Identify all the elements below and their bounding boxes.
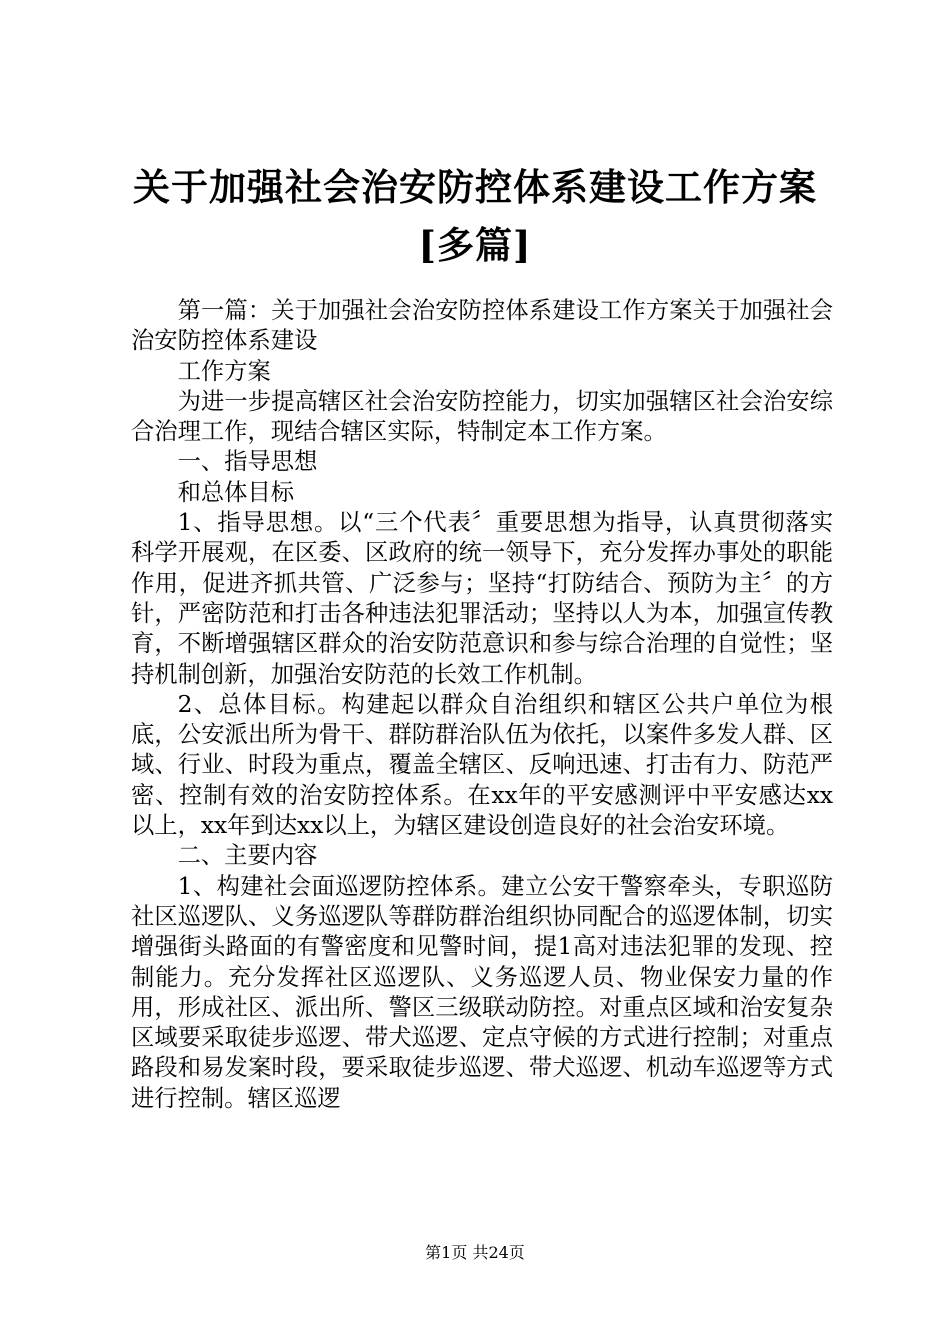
paragraph: 第一篇：关于加强社会治安防控体系建设工作方案关于加强社会治安防控体系建设 [131,297,833,355]
section-heading: 一、指导思想 [177,448,318,476]
paragraph: 和总体目标 [177,478,295,506]
paragraph: 1、指导思想。以“三个代表〞重要思想为指导，认真贯彻落实科学开展观，在区委、区政府的统一领导下，充分发挥办事处的职能作用，促进齐抓共管、广泛参与；坚持“打防结合、预防为主〞的方针，严密防范和打击各种违法犯罪活动；坚持以人为本，加强宣传教育，不断增强辖区群众的治安防范意识和参与综合治理的自觉性；坚持机制创新，加强治安防范的长效工作机制。 [131,509,833,688]
paragraph: 为进一步提高辖区社会治安防控能力，切实加强辖区社会治安综合治理工作，现结合辖区实际，特制定本工作方案。 [131,387,833,446]
paragraph: 2、总体目标。构建起以群众自治组织和辖区公共户单位为根底，公安派出所为骨干、群防群治队伍为依托，以案件多发人群、区域、行业、时段为重点，覆盖全辖区、反响迅速、打击有力、防范严密、控制有效的治安防控体系。在xx年的平安感测评中平安感达xx以上，xx年到达xx以上，为辖区建设创造良好的社会治安环境。 [131,690,833,840]
section-heading: 二、主要内容 [177,842,318,870]
document-title: 关于加强社会治安防控体系建设工作方案[多篇] [133,165,817,267]
page-footer: 第1页 共24页 [425,1243,525,1262]
paragraph: 1、构建社会面巡逻防控体系。建立公安干警察牵头，专职巡防社区巡逻队、义务巡逻队等群防群治组织协同配合的巡逻体制，切实增强街头路面的有警密度和见警时间，提1高对违法犯罪的发现、控制能力。充分发挥社区巡逻队、义务巡逻人员、物业保安力量的作用，形成社区、派出所、警区三级联动防控。对重点区域和治安复杂区域要采取徒步巡逻、带犬巡逻、定点守候的方式进行控制；对重点路段和易发案时段，要采取徒步巡逻、带犬巡逻、机动车巡逻等方式进行控制。辖区巡逻 [131,872,833,1112]
paragraph: 工作方案 [177,357,271,385]
document-body [131,296,833,1114]
